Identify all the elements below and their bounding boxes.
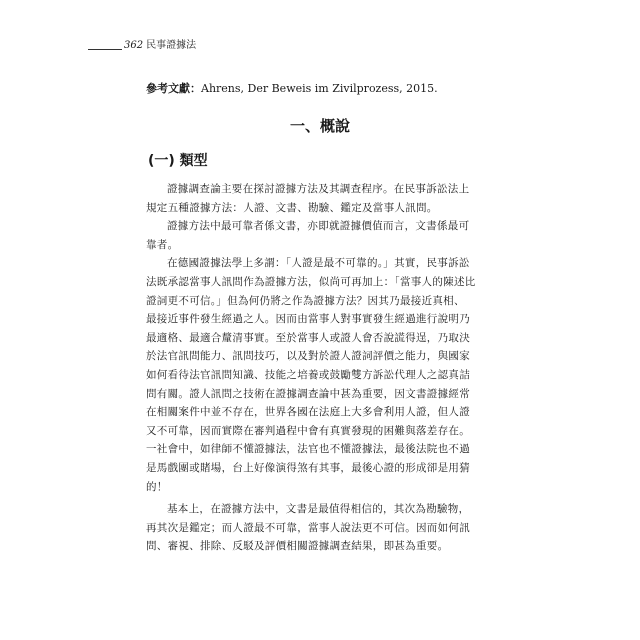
paragraph-line: 是馬戲團或賭場，台上好像演得煞有其事，最後心證的形成卻是用猜	[146, 461, 470, 474]
paragraph-line: 法既承認當事人訊問作為證據方法，似尚可再加上：「當事人的陳述比	[146, 275, 476, 288]
header-rule	[88, 49, 122, 50]
paragraph-line: 證據方法中最可靠者係文書，亦即就證據價值而言，文書係最可	[167, 220, 470, 233]
paragraph-line: 於法官訊問能力、訊問技巧，以及對於證人證詞評價之能力，與國家	[146, 350, 470, 363]
page-number: 362	[124, 40, 144, 51]
paragraph-line: 最接近事件發生經過之人。因而由當事人對事實發生經過進行說明乃	[146, 313, 470, 326]
reference-text: Ahrens, Der Beweis im Zivilprozess, 2015.	[201, 82, 438, 95]
sub-heading: (一) 類型	[148, 153, 208, 169]
section-heading: 一、概說	[289, 117, 350, 135]
paragraph-line: 如何看待法官訊問知識、技能之培養或鼓勵雙方訴訟代理人之認真詰	[146, 368, 470, 381]
paragraph-line: 問有關。證人訊問之技術在證據調查論中甚為重要，因文書證據經常	[146, 387, 470, 400]
paragraph-line: 基本上，在證據方法中，文書是最值得相信的，其次為勘驗物，	[167, 503, 470, 516]
reference-line	[146, 82, 438, 96]
chapter-title: 民事證據法	[146, 40, 197, 51]
paragraph-line: 證據調查論主要在探討證據方法及其調查程序。在民事訴訟法上	[167, 183, 470, 195]
paragraph-line: 在相關案件中並不存在，世界各國在法庭上大多會利用人證，但人證	[146, 406, 470, 419]
paragraph-line: 一社會中，如律師不懂證據法，法官也不懂證據法，最後法院也不過	[146, 443, 470, 456]
reference-label: 參考文獻：	[146, 82, 201, 95]
paragraph-line: 證詞更不可信。」但為何仍將之作為證據方法？因其乃最接近真相、	[146, 294, 465, 307]
paragraph-line: 問、審視、排除、反駁及評價相關證據調查結果，即甚為重要。	[146, 540, 449, 553]
paragraph-line: 規定五種證據方法：人證、文書、勘驗、鑑定及當事人訊問。	[146, 201, 438, 214]
paragraph-line: 最適格、最適合釐清事實。至於當事人或證人會否說謊得逞，乃取決	[146, 331, 470, 344]
paragraph-line: 又不可靠，因而實際在審判過程中會有真實發現的困難與落差存在。	[146, 424, 470, 437]
paragraph-line: 在德國證據法學上多謂：「人證是最不可靠的。」其實，民事訴訟	[167, 257, 470, 270]
running-header	[88, 38, 196, 52]
paragraph-line: 靠者。	[146, 238, 179, 251]
body-text	[146, 180, 500, 556]
paragraph-line: 的！	[146, 480, 168, 493]
paragraph-line: 再其次是鑑定；而人證最不可靠，當事人說法更不可信。因而如何訊	[146, 521, 470, 534]
